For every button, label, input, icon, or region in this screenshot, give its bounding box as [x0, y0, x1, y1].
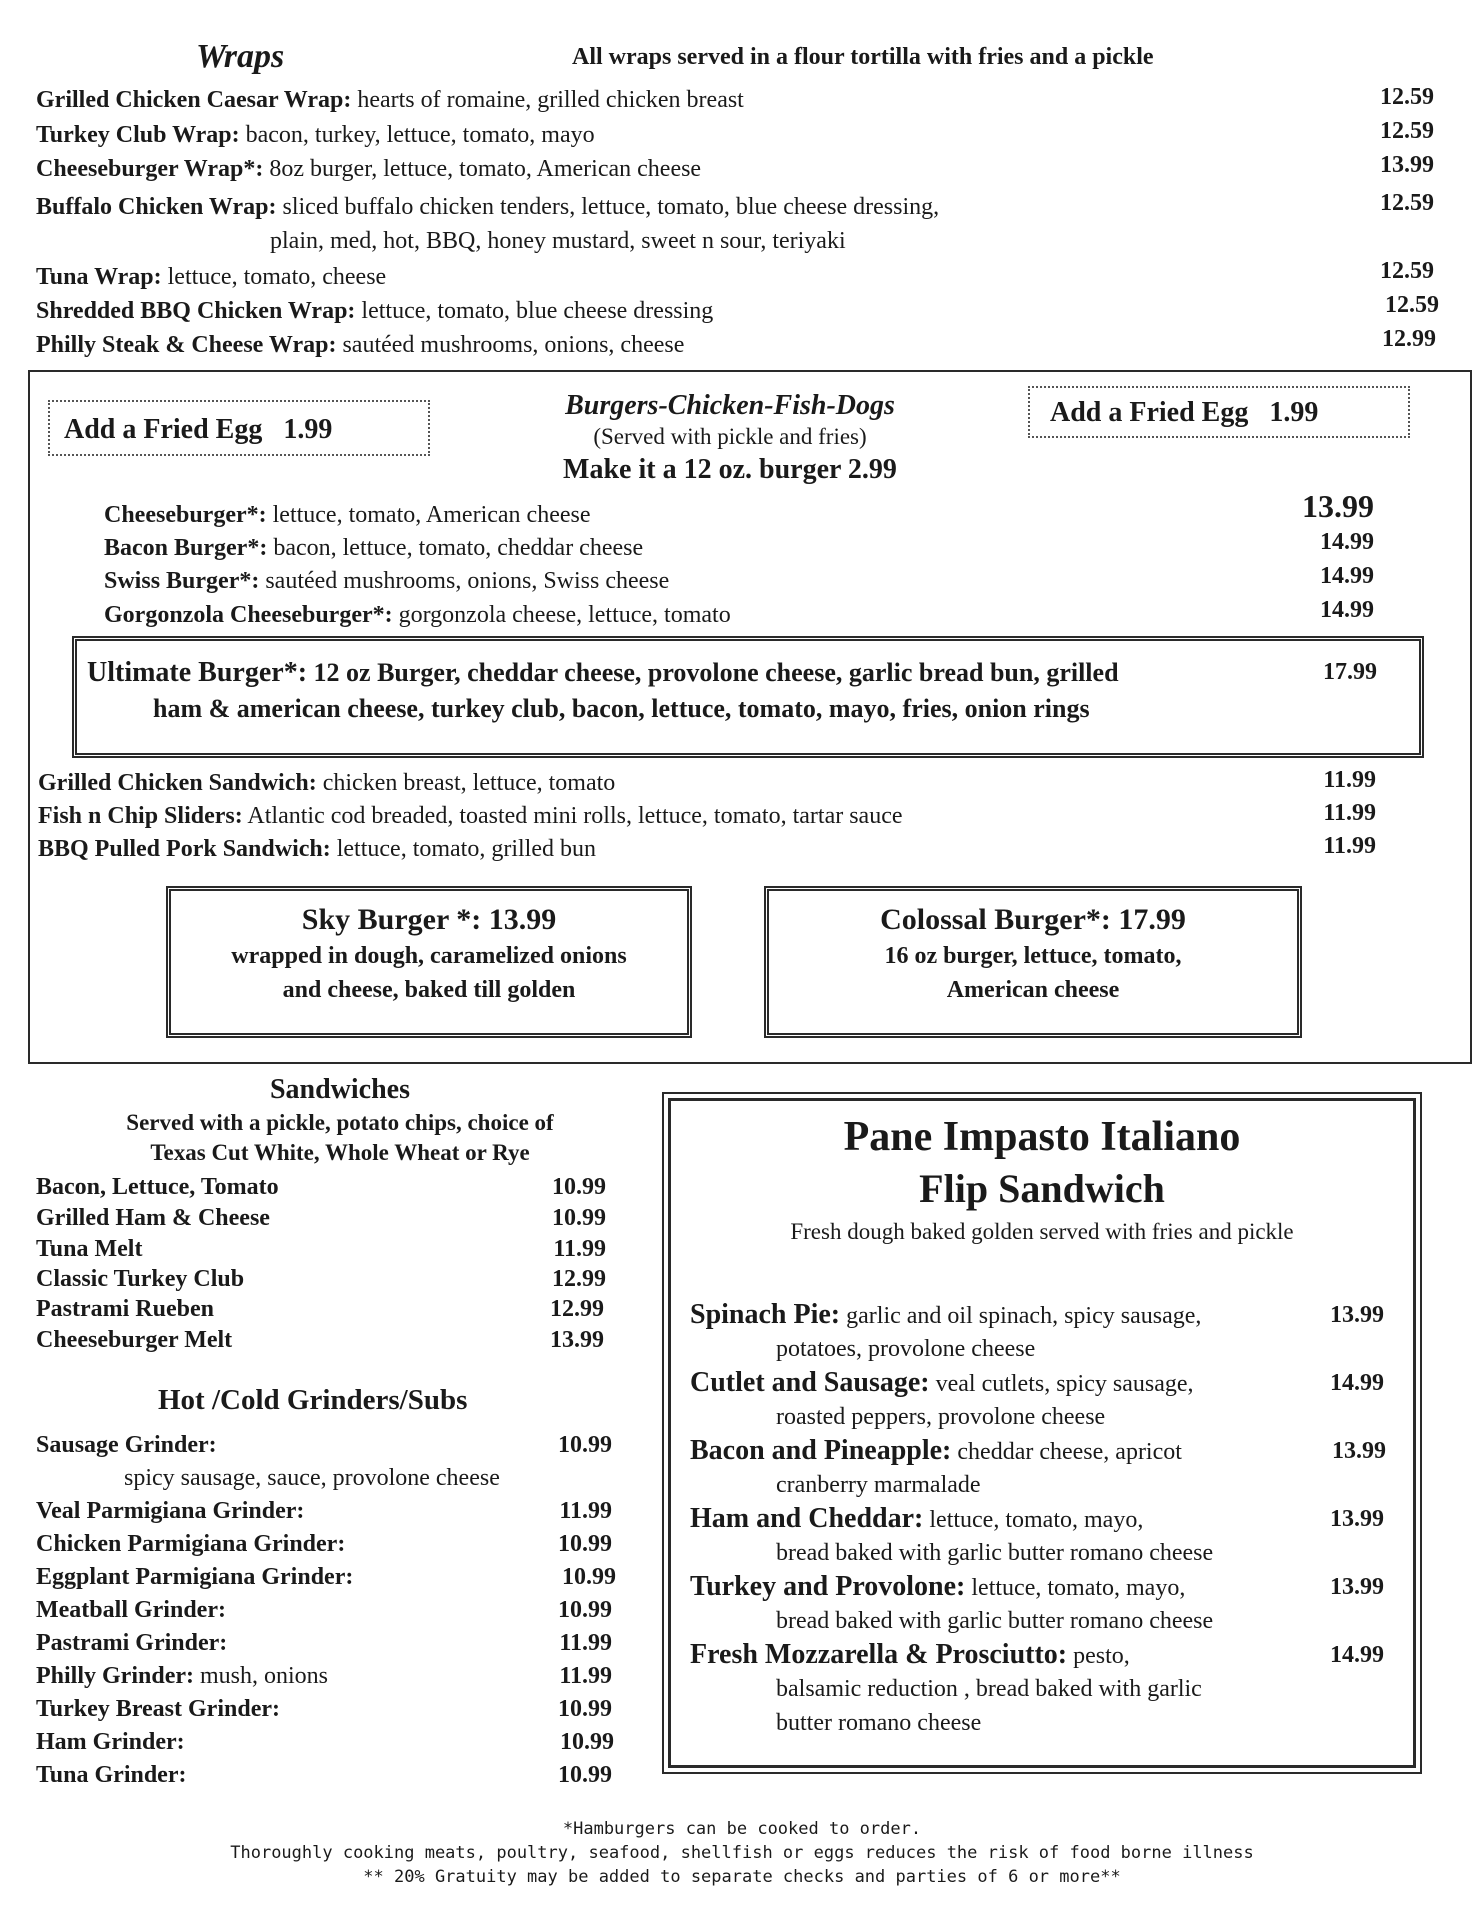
item-name: Meatball Grinder: [36, 1597, 226, 1623]
item-desc: lettuce, tomato, cheese [161, 264, 387, 290]
colossal-burger-title: Colossal Burger*: 17.99 [880, 903, 1186, 936]
item-desc: Atlantic cod breaded, toasted mini rolls, lettuce, tomato, tartar sauce [242, 803, 903, 829]
wraps-title: Wraps [196, 38, 285, 75]
sky-burger-desc2: and cheese, baked till golden [282, 977, 576, 1003]
item-desc: chicken breast, lettuce, tomato [316, 770, 616, 796]
list-item [690, 1572, 1185, 1603]
burgers-title: Burgers-Chicken-Fish-Dogs [565, 390, 895, 421]
item-price: 11.99 [559, 1663, 612, 1689]
list-item [690, 1368, 1194, 1399]
ultimate-burger-box [72, 636, 1424, 758]
item-name: Spinach Pie: [690, 1299, 841, 1330]
list-item [36, 296, 713, 326]
item-price: 10.99 [552, 1174, 606, 1200]
grinders-title: Hot /Cold Grinders/Subs [158, 1384, 468, 1416]
list-item [36, 120, 595, 150]
item-price: 12.99 [1382, 326, 1436, 352]
item-price: 13.99 [1330, 1506, 1384, 1532]
item-desc: 8oz burger, lettuce, tomato, American cheese [263, 156, 702, 182]
item-price: 14.99 [1330, 1370, 1384, 1396]
item-desc: spicy sausage, sauce, provolone cheese [124, 1465, 500, 1491]
list-item [38, 768, 615, 798]
fried-egg-left-label: Add a Fried Egg 1.99 [64, 414, 333, 445]
item-name: Tuna Grinder: [36, 1762, 187, 1788]
item-desc-line2: cranberry marmalade [776, 1472, 981, 1498]
item-name: BBQ Pulled Pork Sandwich: [38, 836, 331, 862]
item-price: 12.59 [1380, 118, 1434, 144]
item-desc-line3: butter romano cheese [776, 1710, 982, 1736]
item-name: Sausage Grinder: [36, 1432, 217, 1458]
item-name: Cheeseburger Wrap*: [36, 156, 264, 182]
list-item [36, 1264, 244, 1294]
ultimate-burger-desc2: ham & american cheese, turkey club, bacon, lettuce, tomato, mayo, fries, onion rings [153, 694, 1090, 723]
item-name: Swiss Burger*: [104, 568, 260, 594]
item-desc: sliced buffalo chicken tenders, lettuce, tomato, blue cheese dressing, [276, 194, 940, 220]
footer-note-3: ** 20% Gratuity may be added to separate checks and parties of 6 or more** [363, 1867, 1121, 1887]
list-item [104, 533, 643, 563]
item-name: Classic Turkey Club [36, 1266, 245, 1292]
list-item [38, 834, 596, 864]
item-price: 12.59 [1380, 258, 1434, 284]
list-item [690, 1504, 1143, 1535]
list-item [36, 1628, 227, 1658]
sky-burger-desc1: wrapped in dough, caramelized onions [231, 943, 627, 969]
item-name: Ham and Cheddar: [690, 1503, 924, 1534]
list-item [36, 1562, 353, 1592]
item-name: Bacon, Lettuce, Tomato [36, 1174, 279, 1200]
item-desc: mush, onions [194, 1663, 329, 1689]
item-price: 11.99 [1323, 833, 1376, 859]
list-item [690, 1640, 1130, 1671]
list-item [36, 1595, 226, 1625]
item-name: Philly Grinder: [36, 1663, 194, 1689]
item-price: 13.99 [550, 1327, 604, 1353]
pane-title1: Pane Impasto Italiano [843, 1114, 1241, 1160]
item-desc-line2: balsamic reduction , bread baked with garlic [776, 1676, 1202, 1702]
item-name: Tuna Melt [36, 1236, 143, 1262]
item-name: Cheeseburger Melt [36, 1327, 233, 1353]
item-desc-line2: roasted peppers, provolone cheese [776, 1404, 1106, 1430]
item-price: 12.59 [1380, 84, 1434, 110]
list-item [36, 1203, 270, 1233]
sky-burger-box [166, 886, 692, 1038]
item-price: 14.99 [1320, 529, 1374, 555]
ultimate-burger-line1 [87, 657, 1119, 689]
item-name: Eggplant Parmigiana Grinder: [36, 1564, 354, 1590]
colossal-burger-desc2: American cheese [946, 977, 1120, 1003]
item-price: 13.99 [1380, 152, 1434, 178]
item-name: Chicken Parmigiana Grinder: [36, 1531, 346, 1557]
list-item [36, 1529, 345, 1559]
list-item [104, 566, 669, 596]
item-name: Bacon Burger*: [104, 535, 268, 561]
item-price: 13.99 [1302, 488, 1374, 524]
item-desc: lettuce, tomato, American cheese [266, 502, 591, 528]
list-item [38, 801, 903, 831]
item-price: 10.99 [562, 1564, 616, 1590]
fried-egg-right-box [1028, 386, 1410, 438]
item-price: 10.99 [558, 1762, 612, 1788]
item-price: 11.99 [1323, 767, 1376, 793]
list-item [36, 1760, 186, 1790]
item-price: 10.99 [558, 1531, 612, 1557]
sky-burger-title: Sky Burger *: 13.99 [301, 903, 557, 936]
item-price: 11.99 [553, 1236, 606, 1262]
item-price: 11.99 [559, 1630, 612, 1656]
burgers-served: (Served with pickle and fries) [593, 424, 867, 449]
ultimate-burger-price: 17.99 [1323, 659, 1377, 685]
list-item [36, 1294, 214, 1324]
item-name: Ham Grinder: [36, 1729, 185, 1755]
item-name: Fresh Mozzarella & Prosciutto: [690, 1639, 1068, 1670]
item-desc: bacon, lettuce, tomato, cheddar cheese [267, 535, 644, 561]
item-desc: bacon, turkey, lettuce, tomato, mayo [239, 122, 595, 148]
colossal-burger-desc1: 16 oz burger, lettuce, tomato, [884, 943, 1182, 969]
list-item [104, 500, 590, 530]
list-item [36, 1234, 142, 1264]
ultimate-burger-name: Ultimate Burger*: [87, 657, 308, 688]
item-price: 12.99 [552, 1266, 606, 1292]
item-name: Turkey Club Wrap: [36, 122, 240, 148]
item-desc: veal cutlets, spicy sausage, [929, 1371, 1194, 1397]
colossal-burger-box [764, 886, 1302, 1038]
item-name: Buffalo Chicken Wrap: [36, 194, 277, 220]
item-name: Veal Parmigiana Grinder: [36, 1498, 305, 1524]
burgers-upgrade: Make it a 12 oz. burger 2.99 [563, 454, 897, 485]
ultimate-burger-desc1: 12 oz Burger, cheddar cheese, provolone cheese, garlic bread bun, grilled [307, 658, 1119, 687]
pane-subtitle: Fresh dough baked golden served with fries and pickle [790, 1219, 1294, 1244]
item-name: Bacon and Pineapple: [690, 1435, 952, 1466]
item-price: 10.99 [552, 1205, 606, 1231]
item-desc: lettuce, tomato, blue cheese dressing [355, 298, 714, 324]
item-desc-line2: plain, med, hot, BBQ, honey mustard, sweet n sour, teriyaki [270, 228, 846, 254]
list-item [36, 1661, 328, 1691]
item-price: 12.59 [1380, 190, 1434, 216]
list-item [36, 1172, 279, 1202]
item-name: Philly Steak & Cheese Wrap: [36, 332, 337, 358]
item-desc: lettuce, tomato, mayo, [923, 1507, 1144, 1533]
item-price: 13.99 [1332, 1438, 1386, 1464]
item-price: 13.99 [1330, 1302, 1384, 1328]
item-name: Turkey and Provolone: [690, 1571, 966, 1602]
item-price: 14.99 [1320, 597, 1374, 623]
item-desc: pesto, [1067, 1643, 1130, 1669]
list-item [36, 154, 701, 184]
pane-title2: Flip Sandwich [919, 1166, 1165, 1211]
list-item [36, 330, 684, 360]
item-name: Grilled Ham & Cheese [36, 1205, 270, 1231]
item-desc-line2: bread baked with garlic butter romano cheese [776, 1608, 1214, 1634]
item-price: 10.99 [558, 1432, 612, 1458]
item-name: Grilled Chicken Caesar Wrap: [36, 87, 352, 113]
list-item [690, 1300, 1201, 1331]
list-item [36, 1694, 280, 1724]
sandwiches-sub1: Served with a pickle, potato chips, choice of [126, 1110, 554, 1135]
list-item [36, 192, 939, 222]
item-name: Pastrami Rueben [36, 1296, 214, 1322]
item-price: 10.99 [558, 1597, 612, 1623]
item-price: 10.99 [560, 1729, 614, 1755]
item-name: Cheeseburger*: [104, 502, 267, 528]
list-item [690, 1436, 1182, 1467]
item-price: 10.99 [558, 1696, 612, 1722]
item-desc-line2: bread baked with garlic butter romano cheese [776, 1540, 1214, 1566]
item-desc: hearts of romaine, grilled chicken breast [351, 87, 744, 113]
item-price: 14.99 [1330, 1642, 1384, 1668]
item-price: 11.99 [1323, 800, 1376, 826]
item-name: Turkey Breast Grinder: [36, 1696, 280, 1722]
item-name: Tuna Wrap: [36, 264, 162, 290]
footer-note-2: Thoroughly cooking meats, poultry, seafood, shellfish or eggs reduces the risk of food borne illness [230, 1843, 1254, 1863]
item-desc: lettuce, tomato, mayo, [965, 1575, 1186, 1601]
item-desc-line2: potatoes, provolone cheese [776, 1336, 1036, 1362]
item-desc: gorgonzola cheese, lettuce, tomato [392, 602, 731, 628]
item-price: 11.99 [559, 1498, 612, 1524]
item-desc: cheddar cheese, apricot [951, 1439, 1182, 1465]
item-desc: sautéed mushrooms, onions, cheese [336, 332, 685, 358]
item-name: Cutlet and Sausage: [690, 1367, 930, 1398]
item-name: Fish n Chip Sliders: [38, 803, 243, 829]
fried-egg-right-label: Add a Fried Egg 1.99 [1050, 397, 1319, 428]
list-item [36, 1430, 217, 1460]
item-price: 13.99 [1330, 1574, 1384, 1600]
item-name: Shredded BBQ Chicken Wrap: [36, 298, 356, 324]
item-name: Pastrami Grinder: [36, 1630, 228, 1656]
footer-note-1: *Hamburgers can be cooked to order. [562, 1819, 922, 1839]
item-desc: sautéed mushrooms, onions, Swiss cheese [259, 568, 670, 594]
sandwiches-sub2: Texas Cut White, Whole Wheat or Rye [150, 1140, 530, 1165]
list-item [36, 1325, 232, 1355]
item-price: 12.99 [550, 1296, 604, 1322]
item-desc: lettuce, tomato, grilled bun [330, 836, 596, 862]
list-item [36, 262, 386, 292]
list-item [36, 85, 744, 115]
item-price: 14.99 [1320, 563, 1374, 589]
fried-egg-left-box [48, 400, 430, 456]
list-item [36, 1727, 185, 1757]
wraps-subtitle: All wraps served in a flour tortilla with fries and a pickle [572, 44, 1154, 70]
item-name: Grilled Chicken Sandwich: [38, 770, 317, 796]
list-item [104, 600, 731, 630]
sandwiches-title: Sandwiches [269, 1074, 411, 1105]
item-name: Gorgonzola Cheeseburger*: [104, 602, 393, 628]
item-price: 12.59 [1385, 292, 1439, 318]
list-item [36, 1496, 304, 1526]
item-desc: garlic and oil spinach, spicy sausage, [840, 1303, 1202, 1329]
